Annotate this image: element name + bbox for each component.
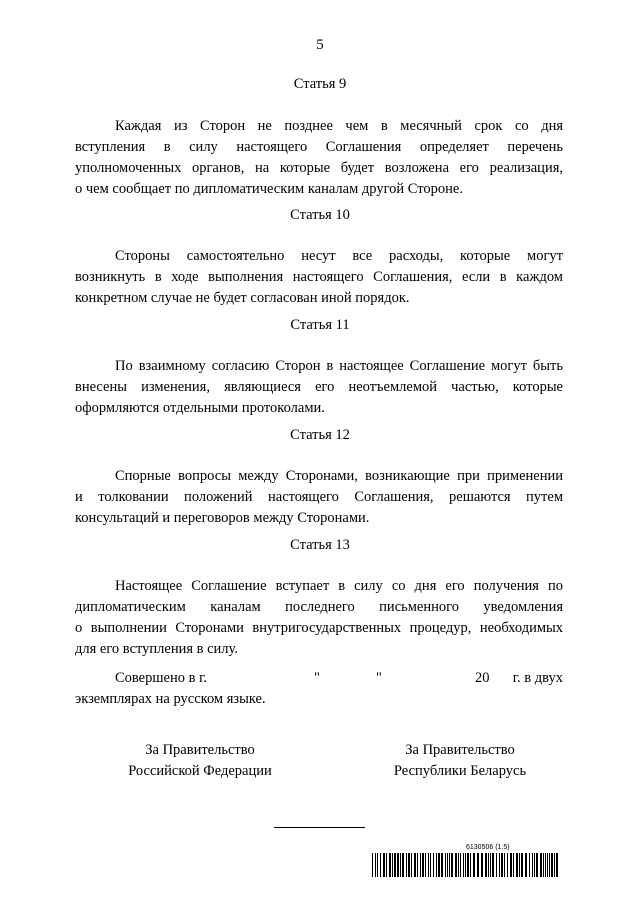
article-10-line-3: конкретном случае не будет согласован иной порядок. (75, 290, 410, 306)
article-12-heading: Статья 12 (290, 427, 350, 443)
article-12-line-2: и толковании положений настоящего Соглашения, решаются путем (75, 489, 563, 505)
barcode (372, 853, 560, 877)
signature-right-line-1: За Правительство (405, 742, 515, 758)
closing-done-in: Совершено в г. (115, 670, 208, 686)
article-9-line-3: уполномоченных органов, на которые будет возложена его реализация, (75, 160, 563, 176)
article-10-heading: Статья 10 (290, 207, 350, 223)
signature-right-line-2: Республики Беларусь (393, 763, 527, 779)
closing-quote-open: " (314, 670, 320, 686)
article-11-line-3: оформляются отдельными протоколами. (75, 400, 325, 416)
closing-in-two: г. в двух (512, 670, 563, 686)
article-13-line-2: дипломатическим каналам последнего письменного уведомления (75, 599, 563, 615)
article-9-line-4: о чем сообщает по дипломатическим каналам другой Стороне. (75, 181, 463, 197)
article-9-line-2: вступления в силу настоящего Соглашения определяет перечень (75, 139, 563, 155)
article-10-line-1: Стороны самостоятельно несут все расходы, которые могут (115, 248, 563, 264)
closing-quote-close: " (376, 670, 382, 686)
signature-left-line-1: За Правительство (145, 742, 255, 758)
article-13-heading: Статья 13 (290, 537, 350, 553)
closing-year: 20 (475, 670, 490, 686)
article-9-line-1: Каждая из Сторон не позднее чем в месячный срок со дня (115, 118, 563, 134)
article-11-line-2: внесены изменения, являющиеся его неотъемлемой частью, которые (75, 379, 563, 395)
closing-line-2: экземплярах на русском языке. (75, 691, 266, 707)
article-12-line-3: консультаций и переговоров между Сторонами. (75, 510, 370, 526)
article-11-line-1: По взаимному согласию Сторон в настоящее Соглашение могут быть (115, 358, 563, 374)
article-13-line-4: для его вступления в силу. (75, 641, 238, 657)
signature-left-line-2: Российской Федерации (128, 763, 272, 779)
article-11-heading: Статья 11 (290, 317, 350, 333)
separator-line (274, 827, 365, 828)
article-12-line-1: Спорные вопросы между Сторонами, возникающие при применении (115, 468, 563, 484)
document-code: 6130506 (1.5) (466, 844, 510, 851)
page-number: 5 (316, 37, 324, 53)
article-10-line-2: возникнуть в ходе выполнения настоящего Соглашения, если в каждом (75, 269, 563, 285)
article-9-heading: Статья 9 (293, 76, 347, 92)
signature-left (100, 740, 300, 782)
article-13-line-1: Настоящее Соглашение вступает в силу со дня его получения по (115, 578, 563, 594)
signature-right (360, 740, 560, 782)
article-13-line-3: о выполнении Сторонами внутригосударственных процедур, необходимых (75, 620, 563, 636)
